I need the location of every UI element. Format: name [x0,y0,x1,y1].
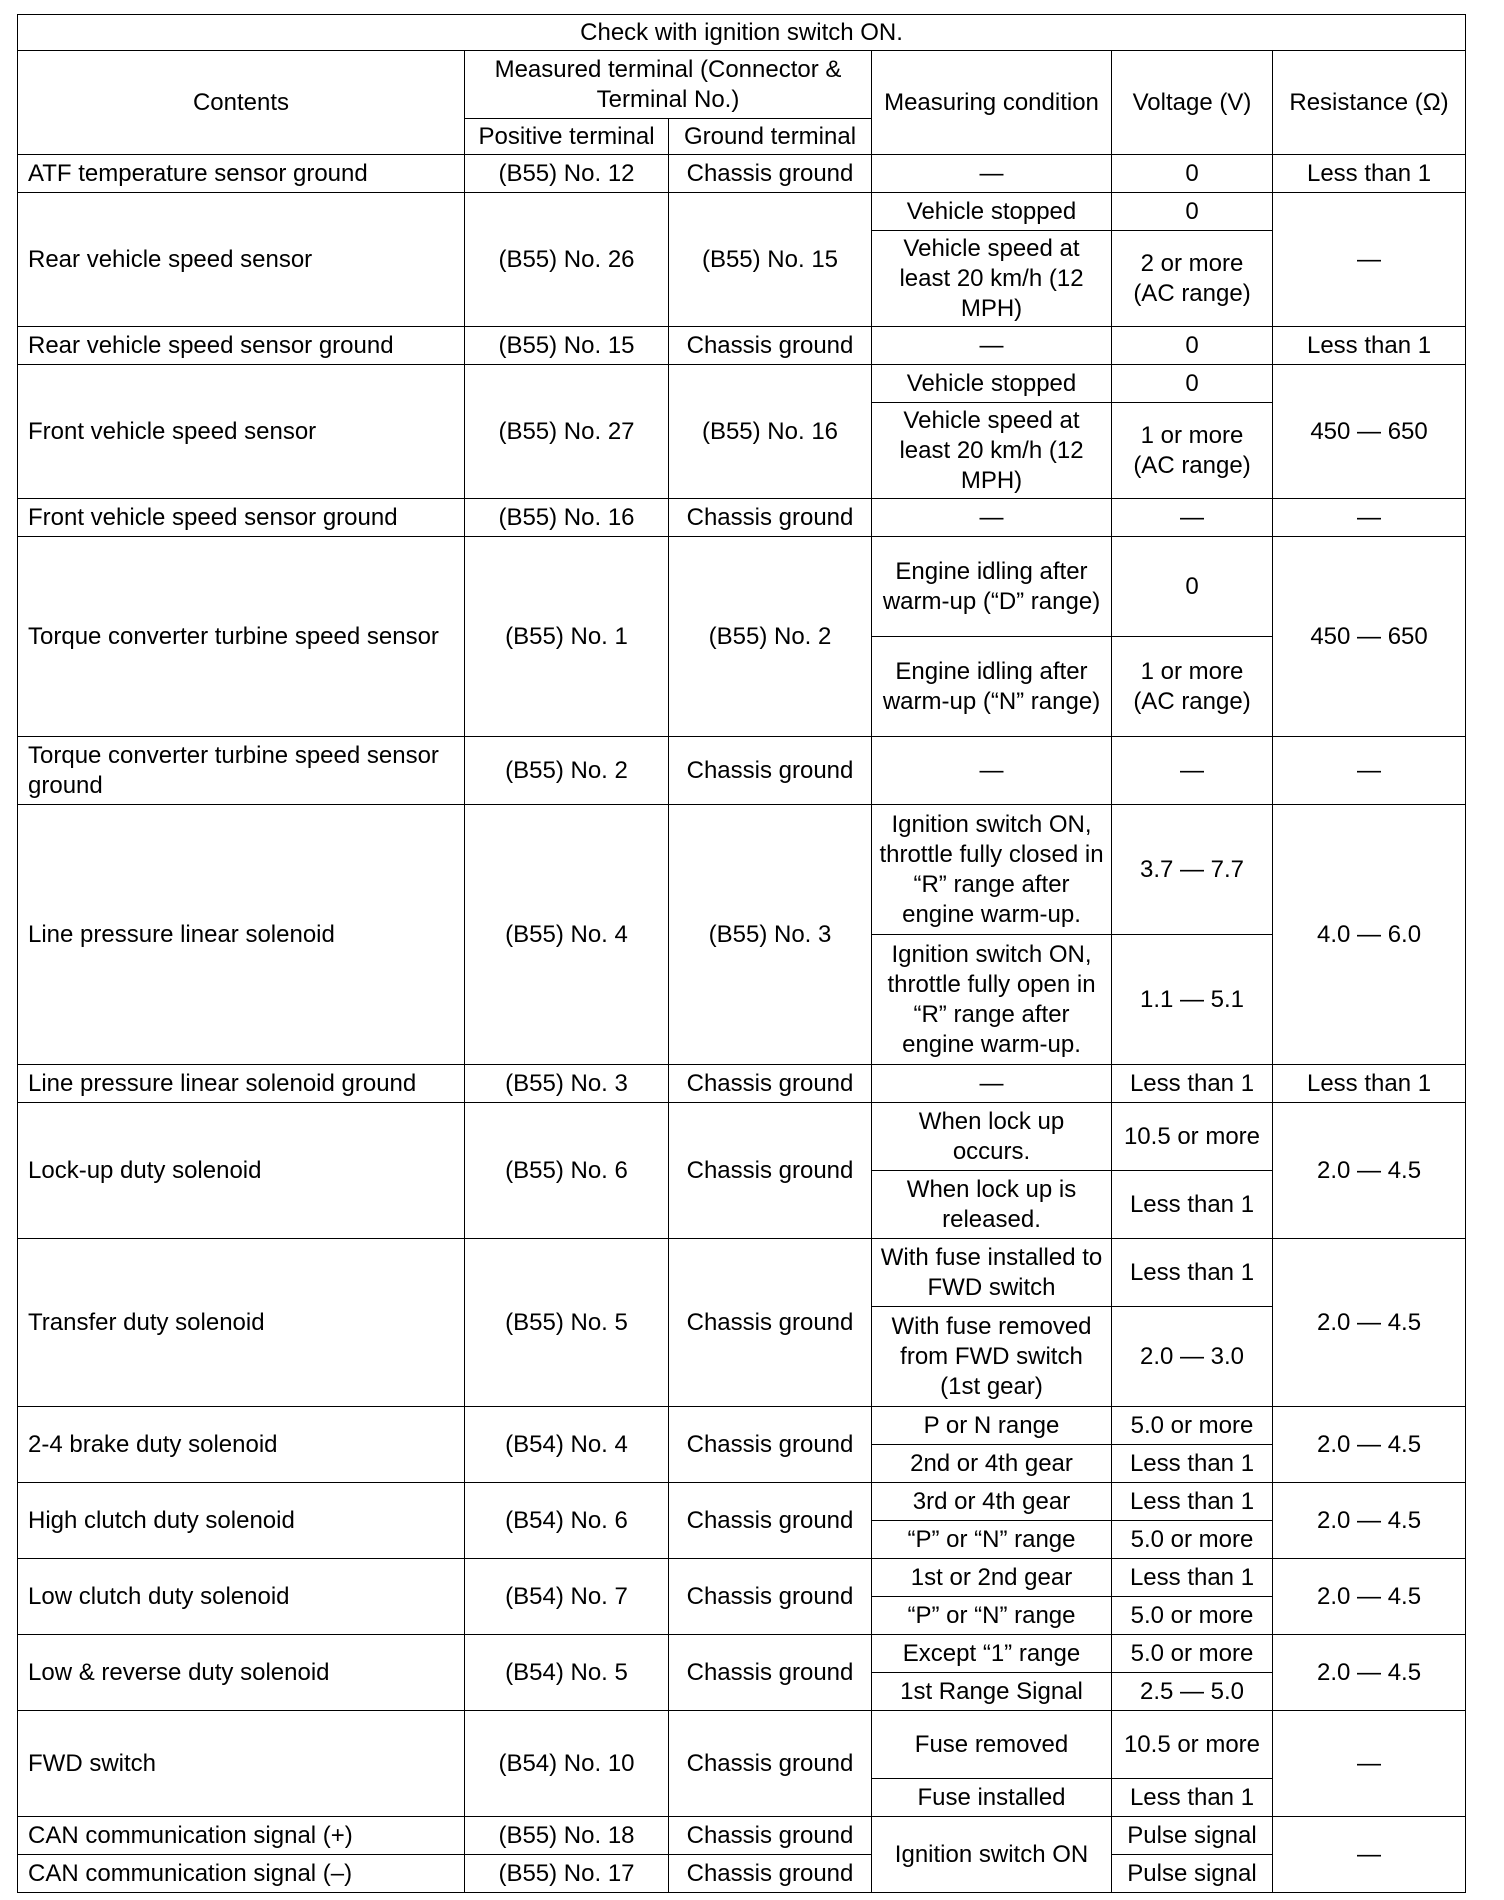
measuring-condition-cell: When lock up is released. [872,1171,1112,1239]
voltage-cell: Pulse signal [1112,1817,1273,1855]
ground-terminal-cell: Chassis ground [669,1103,872,1239]
resistance-cell: — [1273,499,1466,537]
measuring-condition-cell: With fuse installed to FWD switch [872,1239,1112,1307]
ground-terminal-cell: Chassis ground [669,1065,872,1103]
voltage-cell: Less than 1 [1112,1779,1273,1817]
contents-cell: Front vehicle speed sensor [18,365,465,499]
voltage-cell: Less than 1 [1112,1171,1273,1239]
positive-terminal-cell: (B55) No. 16 [465,499,669,537]
ground-terminal-cell: Chassis ground [669,737,872,805]
voltage-cell: 5.0 or more [1112,1521,1273,1559]
resistance-cell: Less than 1 [1273,1065,1466,1103]
positive-terminal-cell: (B55) No. 3 [465,1065,669,1103]
voltage-cell: 5.0 or more [1112,1407,1273,1445]
table-row [18,1711,1466,1779]
ground-terminal-cell: (B55) No. 2 [669,537,872,737]
resistance-cell: 2.0 — 4.5 [1273,1239,1466,1407]
positive-terminal-cell: (B55) No. 1 [465,537,669,737]
resistance-cell: Less than 1 [1273,155,1466,193]
ground-terminal-cell: Chassis ground [669,499,872,537]
ground-terminal-cell: Chassis ground [669,1559,872,1635]
voltage-cell: Less than 1 [1112,1065,1273,1103]
resistance-cell: 450 — 650 [1273,537,1466,737]
voltage-cell: 0 [1112,193,1273,231]
positive-terminal-cell: (B55) No. 2 [465,737,669,805]
voltage-cell: 1.1 — 5.1 [1112,935,1273,1065]
ground-terminal-cell: (B55) No. 16 [669,365,872,499]
positive-terminal-cell: (B55) No. 27 [465,365,669,499]
measuring-condition-cell: “P” or “N” range [872,1521,1112,1559]
resistance-cell: 2.0 — 4.5 [1273,1407,1466,1483]
contents-cell: 2-4 brake duty solenoid [18,1407,465,1483]
voltage-cell: 10.5 or more [1112,1103,1273,1171]
voltage-cell: 3.7 — 7.7 [1112,805,1273,935]
measuring-condition-cell: 2nd or 4th gear [872,1445,1112,1483]
contents-cell: Low clutch duty solenoid [18,1559,465,1635]
measuring-condition-cell: Engine idling after warm-up (“D” range) [872,537,1112,637]
contents-cell: FWD switch [18,1711,465,1817]
measuring-condition-cell: — [872,1065,1112,1103]
voltage-cell: 0 [1112,327,1273,365]
positive-terminal-cell: (B55) No. 12 [465,155,669,193]
resistance-cell: — [1273,193,1466,327]
measuring-condition-cell: Vehicle speed at least 20 km/h (12 MPH) [872,403,1112,499]
voltage-cell: 1 or more (AC range) [1112,637,1273,737]
table-row [18,365,1466,403]
contents-cell: Front vehicle speed sensor ground [18,499,465,537]
voltage-cell: — [1112,737,1273,805]
voltage-cell: 10.5 or more [1112,1711,1273,1779]
table-row [18,193,1466,231]
contents-cell: High clutch duty solenoid [18,1483,465,1559]
resistance-cell: 2.0 — 4.5 [1273,1103,1466,1239]
contents-cell: Line pressure linear solenoid [18,805,465,1065]
header-resistance: Resistance (Ω) [1273,51,1466,155]
header-voltage: Voltage (V) [1112,51,1273,155]
table-row [18,155,1466,193]
ground-terminal-cell: Chassis ground [669,1711,872,1817]
voltage-cell: 1 or more (AC range) [1112,403,1273,499]
header-contents: Contents [18,51,465,155]
positive-terminal-cell: (B55) No. 26 [465,193,669,327]
positive-terminal-cell: (B54) No. 5 [465,1635,669,1711]
voltage-cell: 5.0 or more [1112,1635,1273,1673]
measuring-condition-cell: Vehicle stopped [872,193,1112,231]
voltage-cell: 2.5 — 5.0 [1112,1673,1273,1711]
resistance-cell: 4.0 — 6.0 [1273,805,1466,1065]
ground-terminal-cell: Chassis ground [669,1635,872,1711]
voltage-cell: Less than 1 [1112,1483,1273,1521]
ground-terminal-cell: (B55) No. 3 [669,805,872,1065]
measuring-condition-cell: Engine idling after warm-up (“N” range) [872,637,1112,737]
measuring-condition-cell: When lock up occurs. [872,1103,1112,1171]
header-measured-terminal: Measured terminal (Connector & Terminal No.) [465,51,872,119]
positive-terminal-cell: (B55) No. 18 [465,1817,669,1855]
table-body [18,155,1466,1893]
table-row [18,1817,1466,1855]
positive-terminal-cell: (B54) No. 4 [465,1407,669,1483]
voltage-cell: 0 [1112,155,1273,193]
ground-terminal-cell: Chassis ground [669,155,872,193]
voltage-cell: Pulse signal [1112,1855,1273,1893]
header-positive-terminal: Positive terminal [465,119,669,155]
positive-terminal-cell: (B55) No. 17 [465,1855,669,1893]
positive-terminal-cell: (B55) No. 5 [465,1239,669,1407]
resistance-cell: — [1273,1817,1466,1893]
terminal-check-table [17,14,1466,1893]
measuring-condition-cell: 1st or 2nd gear [872,1559,1112,1597]
voltage-cell: 0 [1112,365,1273,403]
contents-cell: Line pressure linear solenoid ground [18,1065,465,1103]
contents-cell: Rear vehicle speed sensor ground [18,327,465,365]
voltage-cell: — [1112,499,1273,537]
measuring-condition-cell: Vehicle speed at least 20 km/h (12 MPH) [872,231,1112,327]
ground-terminal-cell: Chassis ground [669,1239,872,1407]
resistance-cell: — [1273,737,1466,805]
voltage-cell: Less than 1 [1112,1559,1273,1597]
measuring-condition-cell: Vehicle stopped [872,365,1112,403]
measuring-condition-cell: Fuse removed [872,1711,1112,1779]
table-row [18,737,1466,805]
measuring-condition-cell: Except “1” range [872,1635,1112,1673]
table-row [18,537,1466,637]
contents-cell: Low & reverse duty solenoid [18,1635,465,1711]
resistance-cell: Less than 1 [1273,327,1466,365]
voltage-cell: 2 or more (AC range) [1112,231,1273,327]
resistance-cell: 2.0 — 4.5 [1273,1483,1466,1559]
table-row [18,805,1466,935]
contents-cell: ATF temperature sensor ground [18,155,465,193]
table-title: Check with ignition switch ON. [18,15,1466,51]
positive-terminal-cell: (B54) No. 7 [465,1559,669,1635]
measuring-condition-cell: 3rd or 4th gear [872,1483,1112,1521]
ground-terminal-cell: Chassis ground [669,327,872,365]
measuring-condition-cell: — [872,155,1112,193]
resistance-cell: — [1273,1711,1466,1817]
header-ground-terminal: Ground terminal [669,119,872,155]
resistance-cell: 2.0 — 4.5 [1273,1559,1466,1635]
contents-cell: Torque converter turbine speed sensor [18,537,465,737]
table-row [18,1065,1466,1103]
measuring-condition-cell: Fuse installed [872,1779,1112,1817]
positive-terminal-cell: (B55) No. 6 [465,1103,669,1239]
table-row [18,1635,1466,1673]
resistance-cell: 2.0 — 4.5 [1273,1635,1466,1711]
voltage-cell: Less than 1 [1112,1445,1273,1483]
voltage-cell: 5.0 or more [1112,1597,1273,1635]
table-row [18,1559,1466,1597]
ground-terminal-cell: Chassis ground [669,1483,872,1559]
measuring-condition-cell: Ignition switch ON, throttle fully closed in “R” range after engine warm-up. [872,805,1112,935]
voltage-cell: 2.0 — 3.0 [1112,1307,1273,1407]
table-row [18,1407,1466,1445]
measuring-condition-cell: With fuse removed from FWD switch (1st gear) [872,1307,1112,1407]
measuring-condition-cell: P or N range [872,1407,1112,1445]
table-row [18,499,1466,537]
measuring-condition-cell: Ignition switch ON, throttle fully open in “R” range after engine warm-up. [872,935,1112,1065]
ground-terminal-cell: Chassis ground [669,1407,872,1483]
resistance-cell: 450 — 650 [1273,365,1466,499]
positive-terminal-cell: (B55) No. 4 [465,805,669,1065]
table-row [18,1239,1466,1307]
table-row [18,1855,1466,1893]
contents-cell: CAN communication signal (+) [18,1817,465,1855]
header-measuring-condition: Measuring condition [872,51,1112,155]
measuring-condition-cell: 1st Range Signal [872,1673,1112,1711]
table-row [18,1483,1466,1521]
voltage-cell: 0 [1112,537,1273,637]
positive-terminal-cell: (B55) No. 15 [465,327,669,365]
measuring-condition-cell: Ignition switch ON [872,1817,1112,1893]
measuring-condition-cell: — [872,499,1112,537]
voltage-cell: Less than 1 [1112,1239,1273,1307]
contents-cell: Transfer duty solenoid [18,1239,465,1407]
ground-terminal-cell: Chassis ground [669,1817,872,1855]
ground-terminal-cell: (B55) No. 15 [669,193,872,327]
measuring-condition-cell: — [872,737,1112,805]
measuring-condition-cell: “P” or “N” range [872,1597,1112,1635]
measuring-condition-cell: — [872,327,1112,365]
contents-cell: Lock-up duty solenoid [18,1103,465,1239]
positive-terminal-cell: (B54) No. 6 [465,1483,669,1559]
contents-cell: Torque converter turbine speed sensor ground [18,737,465,805]
contents-cell: CAN communication signal (–) [18,1855,465,1893]
positive-terminal-cell: (B54) No. 10 [465,1711,669,1817]
ground-terminal-cell: Chassis ground [669,1855,872,1893]
contents-cell: Rear vehicle speed sensor [18,193,465,327]
table-row [18,1103,1466,1171]
table-row [18,327,1466,365]
